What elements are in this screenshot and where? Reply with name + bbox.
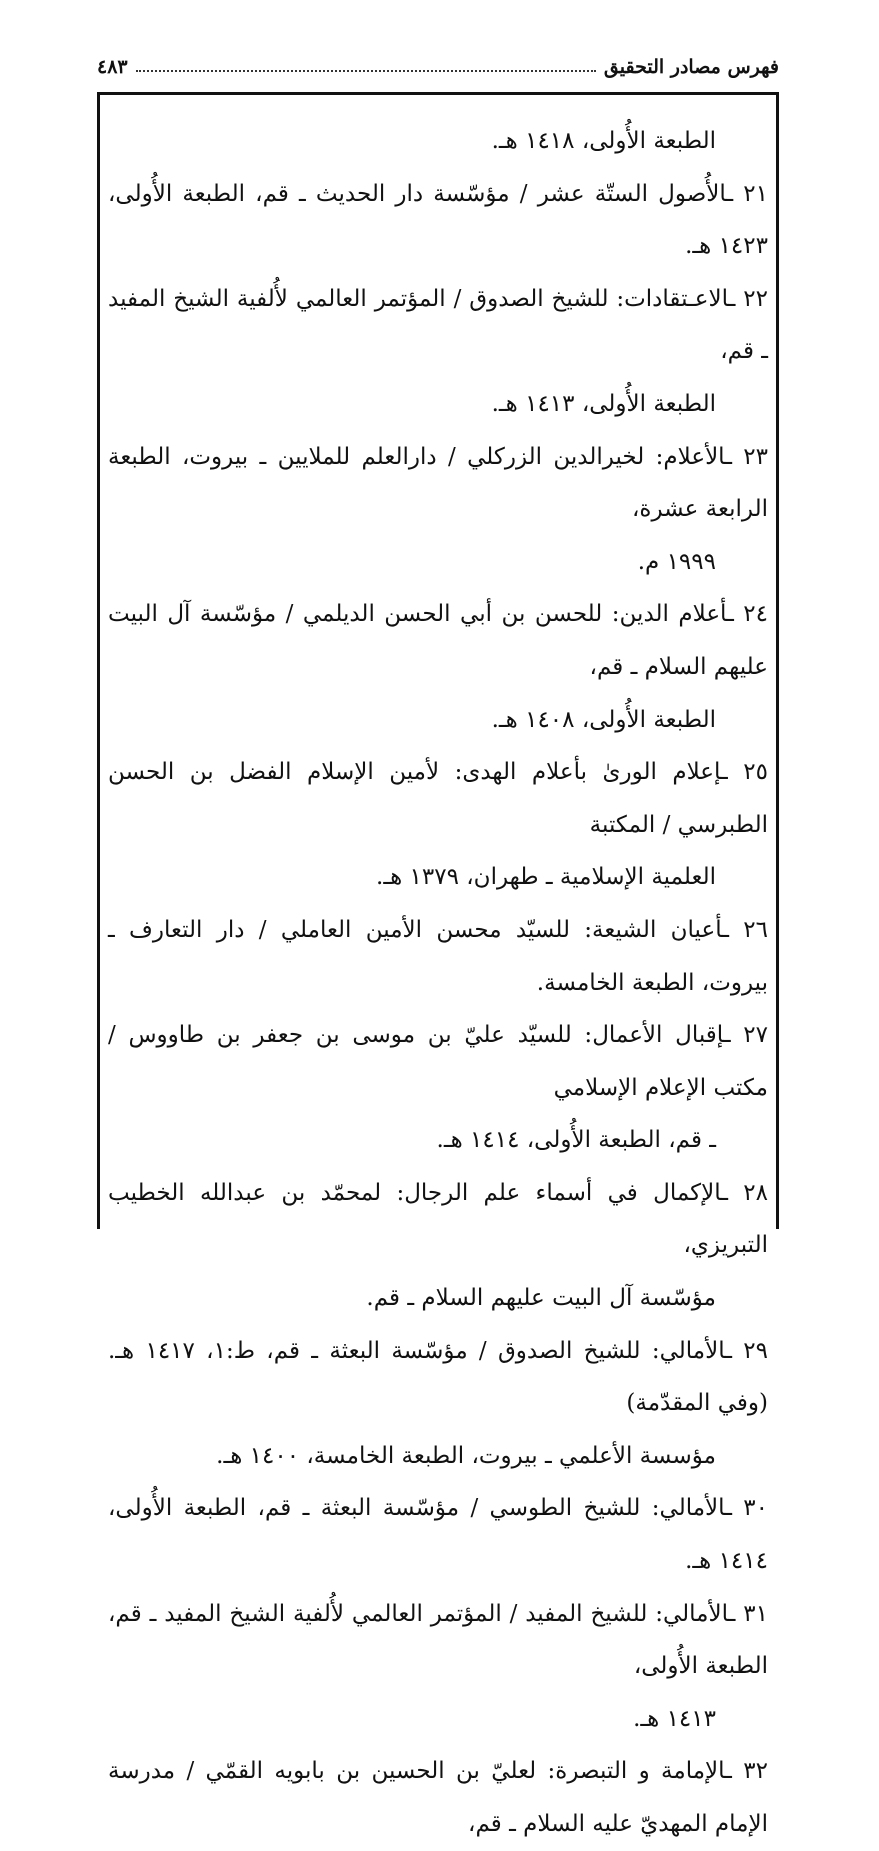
header-leader-dots xyxy=(136,70,596,72)
entry-line xyxy=(108,431,768,536)
bibliography-entry xyxy=(108,1009,768,1167)
entry-text: : للشيخ المفيد / المؤتمر العالمي لأُلفية الشيخ المفيد ـ قم، الطبعة الأُولى، xyxy=(108,1600,768,1680)
entry-line xyxy=(108,588,768,693)
entry-number: ٢١ ـ xyxy=(726,180,768,207)
entry-title: أعلام الدين xyxy=(619,601,728,628)
entry-text: : للحسن بن أبي الحسن الديلمي / مؤسّسة آل البيت عليهم السلام ـ قم، xyxy=(108,601,768,680)
entry-number: ٣١ ـ xyxy=(728,1600,768,1627)
page-number: ٤٨٣ xyxy=(97,56,128,78)
entry-continuation: ١٤١٣ هـ. xyxy=(633,1705,716,1732)
entry-number: ٢٧ ـ xyxy=(723,1022,768,1049)
entry-line xyxy=(108,1167,768,1272)
bibliography-entry xyxy=(108,115,768,168)
entry-line xyxy=(108,1588,768,1693)
entry-title: الأمالي xyxy=(659,1495,726,1522)
entry-text: : لأمين الإسلام الفضل بن الحسن الطبرسي / المكتبة xyxy=(108,759,768,838)
entry-line xyxy=(108,115,768,168)
entry-number: ٢٢ ـ xyxy=(728,285,768,312)
entry-title: الاعـتقادات xyxy=(624,285,729,312)
running-header xyxy=(97,50,779,84)
bibliography-entry xyxy=(108,273,768,431)
entry-text: : لخيرالدين الزركلي / دارالعلم للملايين ـ بيروت، الطبعة الرابعة عشرة، xyxy=(108,443,768,523)
entry-line xyxy=(108,1325,768,1430)
entry-number: ٢٣ ـ xyxy=(725,443,768,470)
entry-continuation: الطبعة الأُولى، ١٤٠٨ هـ. xyxy=(491,706,716,733)
entry-text: : للسيّد محسن الأمين العاملي / دار التعارف ـ بيروت، الطبعة الخامسة. xyxy=(108,916,768,996)
entry-line xyxy=(108,1745,768,1850)
entry-title: الأمالي xyxy=(659,1337,726,1364)
bibliography-entry xyxy=(108,904,768,1009)
entry-line xyxy=(108,1009,768,1114)
entry-continuation: مؤسّسة آل البيت عليهم السلام ـ قم. xyxy=(366,1285,716,1312)
entry-continuation: ١٩٩٩ م. xyxy=(637,548,716,575)
bibliography-entry xyxy=(108,746,768,904)
entry-title: الأمالي xyxy=(663,1600,729,1627)
entry-number: ٢٤ ـ xyxy=(727,601,768,628)
entry-line xyxy=(108,1482,768,1587)
bibliography-entry xyxy=(108,1745,768,1850)
entry-line xyxy=(108,746,768,851)
entry-text: : للشيخ الصدوق / المؤتمر العالمي لأُلفية الشيخ المفيد ـ قم، xyxy=(108,285,768,365)
entry-title: إقبال الأعمال xyxy=(592,1022,724,1049)
entry-title: الإكمال في أسماء علم الرجال xyxy=(404,1179,722,1206)
entry-title: أعيان الشيعة xyxy=(592,916,723,943)
entry-title: الإمامة و التبصرة xyxy=(555,1758,726,1785)
entry-text: : لعليّ بن الحسين بن بابويه القمّي / مدرسة الإمام المهديّ عليه السلام ـ قم، xyxy=(108,1758,768,1837)
entry-continuation: مؤسسة الأعلمي ـ بيروت، الطبعة الخامسة، ١٤٠٠ هـ. xyxy=(216,1442,716,1469)
bibliography-entry xyxy=(108,168,768,273)
entry-text: : للشيخ الصدوق / مؤسّسة البعثة ـ قم، ط:١، ١٤١٧ هـ. (وفي المقدّمة) xyxy=(108,1337,768,1417)
bibliography-entry xyxy=(108,1482,768,1587)
entry-line xyxy=(108,273,768,378)
bibliography-entry xyxy=(108,588,768,746)
entry-line xyxy=(108,904,768,1009)
entry-line xyxy=(108,168,768,273)
bibliography-entry xyxy=(108,1325,768,1483)
entry-number: ٢٩ ـ xyxy=(725,1337,768,1364)
entry-number: ٢٦ ـ xyxy=(722,916,768,943)
entry-title: الأُصول الستّة عشر xyxy=(537,180,727,207)
entry-number: ٢٨ ـ xyxy=(721,1179,769,1206)
entry-number: ٣٠ ـ xyxy=(725,1495,768,1522)
entry-number: ٢٥ ـ xyxy=(721,759,768,786)
bibliography-entry xyxy=(108,431,768,589)
header-title: فهرس مصادر التحقيق xyxy=(603,56,779,78)
entry-text: : للسيّد عليّ بن موسى بن جعفر بن طاووس / مكتب الإعلام الإسلامي xyxy=(108,1022,768,1101)
entry-continuation: العلمية الإسلامية ـ طهران، ١٣٧٩ هـ. xyxy=(376,864,716,891)
entry-text: / مؤسّسة دار الحديث ـ قم، الطبعة الأُولى، ١٤٢٣ هـ. xyxy=(108,180,768,260)
entry-continuation: الطبعة الأُولى، ١٤١٣ هـ. xyxy=(491,390,716,417)
bibliography-entry xyxy=(108,1588,768,1746)
entry-text: الطبعة الأُولى، ١٤١٨ هـ. xyxy=(491,128,716,154)
entry-continuation: ـ قم، الطبعة الأُولى، ١٤١٤ هـ. xyxy=(436,1127,716,1154)
bibliography-list xyxy=(108,115,768,1851)
entry-title: الأعلام xyxy=(663,443,726,470)
entry-title: إعلام الورىٰ بأعلام الهدى xyxy=(462,759,722,786)
entry-text: : لمحمّد بن عبدالله الخطيب التبريزي، xyxy=(108,1179,768,1259)
bibliography-entry xyxy=(108,1167,768,1325)
entry-text: : للشيخ الطوسي / مؤسّسة البعثة ـ قم، الطبعة الأُولى، ١٤١٤ هـ. xyxy=(108,1495,768,1575)
entry-number: ٣٢ ـ xyxy=(725,1758,768,1785)
